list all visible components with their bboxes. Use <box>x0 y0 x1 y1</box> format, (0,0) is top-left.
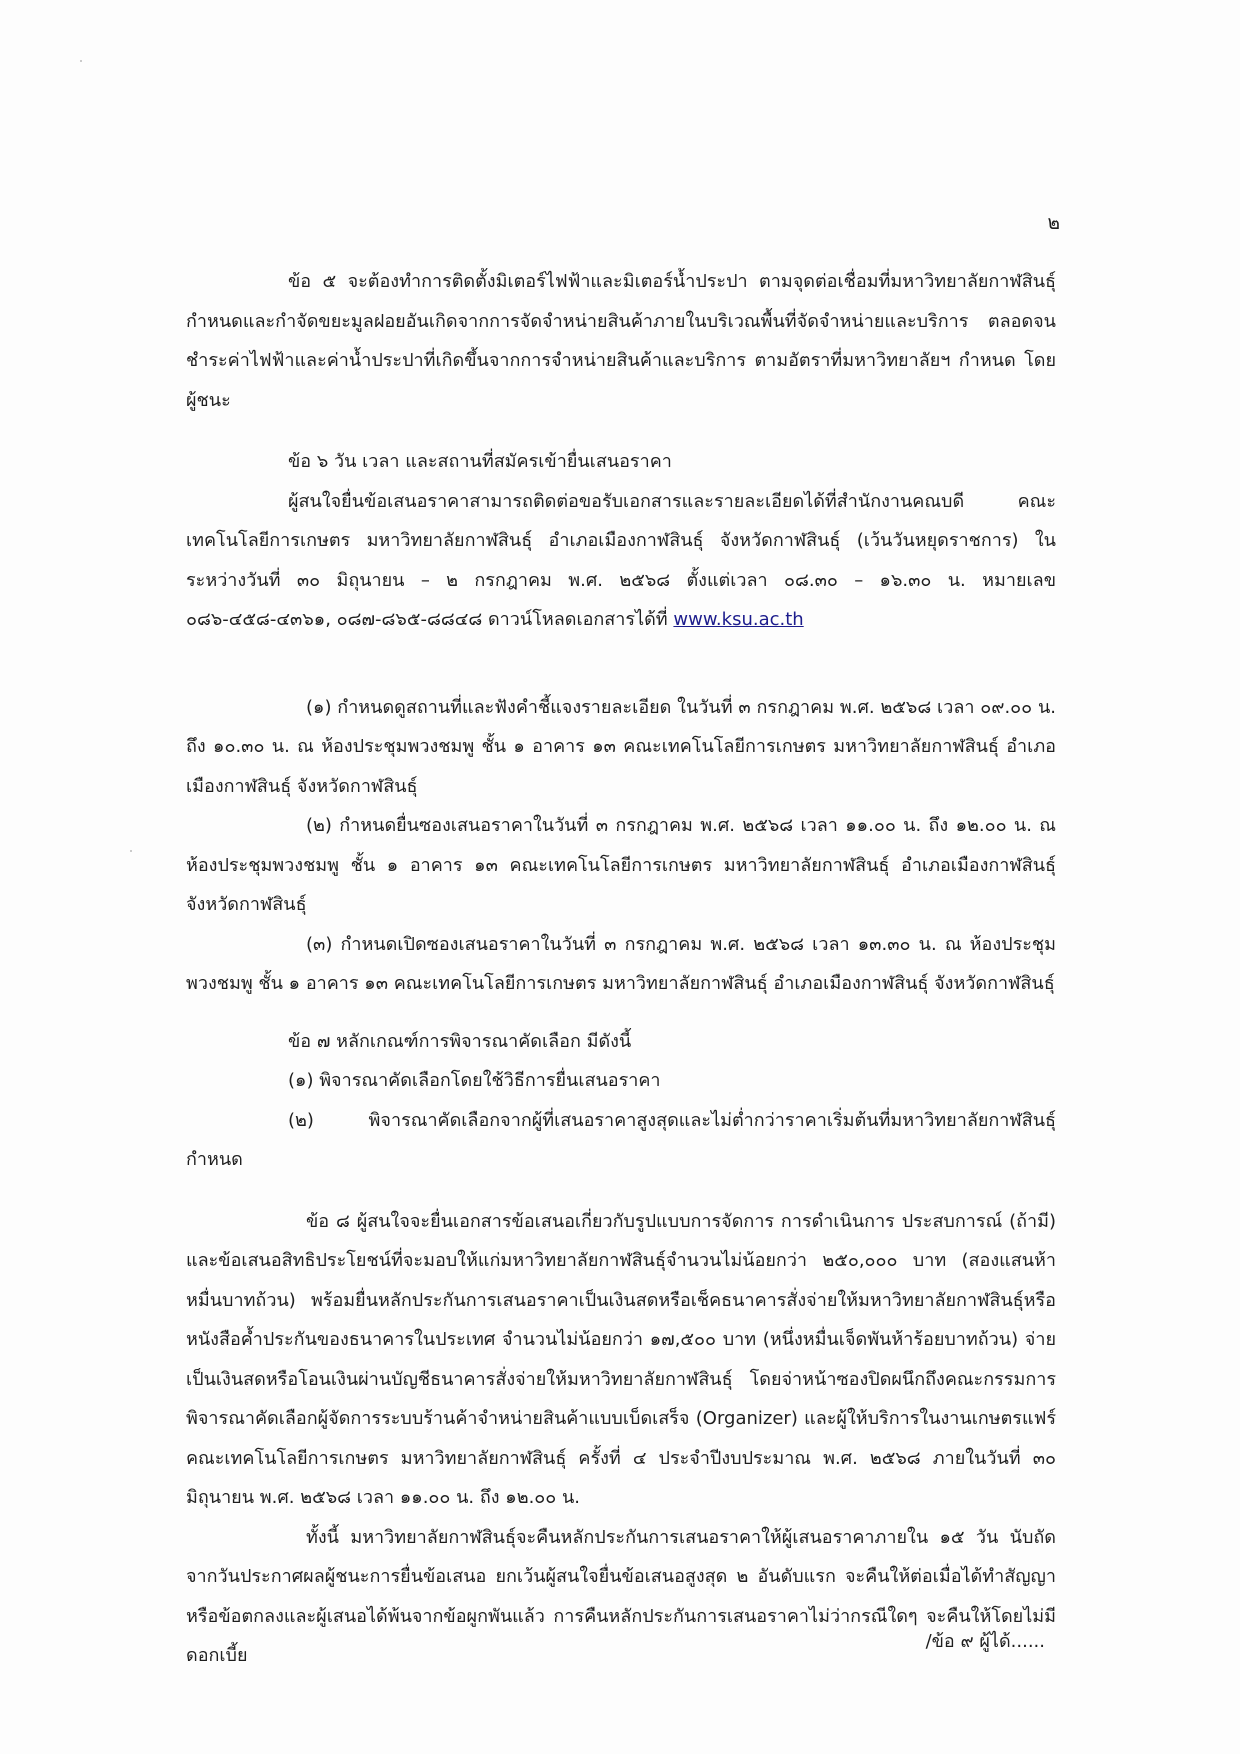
scan-speck <box>130 850 132 852</box>
clause-7-item-2: (๒) พิจารณาคัดเลือกจากผู้ที่เสนอราคาสูงสุดและไม่ต่ำกว่าราคาเริ่มต้นที่มหาวิทยาลัยกาฬสินธุ์กำหนด <box>186 1109 1056 1170</box>
clause-7-item-1: (๑) พิจารณาคัดเลือกโดยใช้วิธีการยื่นเสนอราคา <box>288 1070 661 1091</box>
scan-speck <box>80 60 82 62</box>
document-body <box>186 262 1056 1676</box>
schedule-item-2: (๒) กำหนดยื่นซองเสนอราคาในวันที่ ๓ กรกฎาคม พ.ศ. ๒๕๖๘ เวลา ๑๑.๐๐ น. ถึง ๑๒.๐๐ น. ณ ห้องประชุมพวงชมพู ชั้น ๑ อาคาร ๑๓ คณะเทคโนโลยีการเกษตร มหาวิทยาลัยกาฬสินธุ์ อำเภอเมืองกาฬสินธุ์ จังหวัดกาฬสินธุ์ <box>186 815 1056 915</box>
clause-8: ข้อ ๘ ผู้สนใจจะยื่นเอกสารข้อเสนอเกี่ยวกับรูปแบบการจัดการ การดำเนินการ ประสบการณ์ (ถ้ามี) และข้อเสนอสิทธิประโยชน์ที่จะมอบให้แก่มหาวิทยาลัยกาฬสินธุ์จำนวนไม่น้อยกว่า ๒๕๐,๐๐๐ บาท (สองแสนห้าหมื่นบาทถ้วน) พร้อมยื่นหลักประกันการเสนอราคาเป็นเงินสดหรือเช็คธนาคารสั่งจ่ายให้มหาวิทยาลัยกาฬสินธุ์หรือหนังสือค้ำประกันของธนาคารในประเทศ จำนวนไม่น้อยกว่า ๑๗,๕๐๐ บาท (หนึ่งหมื่นเจ็ดพันห้าร้อยบาทถ้วน) จ่ายเป็นเงินสดหรือโอนเงินผ่านบัญชีธนาคารสั่งจ่ายให้มหาวิทยาลัยกาฬสินธุ์ โดยจ่าหน้าซองปิดผนึกถึงคณะกรรมการพิจารณาคัดเลือกผู้จัดการระบบร้านค้าจำหน่ายสินค้าแบบเบ็ดเสร็จ (Organizer) และผู้ให้บริการในงานเกษตรแฟร์ คณะเทคโนโลยีการเกษตร มหาวิทยาลัยกาฬสินธุ์ ครั้งที่ ๔ ประจำปีงบประมาณ พ.ศ. ๒๕๖๘ ภายในวันที่ ๓๐ มิถุนายน พ.ศ. ๒๕๖๘ เวลา ๑๑.๐๐ น. ถึง ๑๒.๐๐ น. <box>186 1210 1056 1508</box>
page-number: ๒ <box>1047 212 1060 234</box>
clause-6-body-text: ผู้สนใจยื่นข้อเสนอราคาสามารถติดต่อขอรับเอกสารและรายละเอียดได้ที่สำนักงานคณบดี คณะเทคโนโลยีการเกษตร มหาวิทยาลัยกาฬสินธุ์ อำเภอเมืองกาฬสินธุ์ จังหวัดกาฬสินธุ์ (เว้นวันหยุดราชการ) ในระหว่างวันที่ ๓๐ มิถุนายน – ๒ กรกฎาคม พ.ศ. ๒๕๖๘ ตั้งแต่เวลา ๐๘.๓๐ – ๑๖.๓๐ น. หมายเลข ๐๘๖-๔๕๘-๔๓๖๑, ๐๘๗-๘๖๕-๘๘๔๘ ดาวน์โหลดเอกสารได้ที่ <box>186 490 1056 630</box>
clause-5: ข้อ ๕ จะต้องทำการติดตั้งมิเตอร์ไฟฟ้าและมิเตอร์น้ำประปา ตามจุดต่อเชื่อมที่มหาวิทยาลัยกาฬสินธุ์กำหนดและกำจัดขยะมูลฝอยอันเกิดจากการจัดจำหน่ายสินค้าภายในบริเวณพื้นที่จัดจำหน่ายและบริการ ตลอดจนชำระค่าไฟฟ้าและค่าน้ำประปาที่เกิดขึ้นจากการจำหน่ายสินค้าและบริการ ตามอัตราที่มหาวิทยาลัยฯ กำหนด โดยผู้ชนะ <box>186 271 1056 411</box>
continuation-marker: /ข้อ ๙ ผู้ได้...... <box>925 1631 1045 1652</box>
schedule-item-1: (๑) กำหนดดูสถานที่และฟังคำชี้แจงรายละเอียด ในวันที่ ๓ กรกฎาคม พ.ศ. ๒๕๖๘ เวลา ๐๙.๐๐ น. ถึง ๑๐.๓๐ น. ณ ห้องประชุมพวงชมพู ชั้น ๑ อาคาร ๑๓ คณะเทคโนโลยีการเกษตร มหาวิทยาลัยกาฬสินธุ์ อำเภอเมืองกาฬสินธุ์ จังหวัดกาฬสินธุ์ <box>186 696 1056 797</box>
schedule-item-3: (๓) กำหนดเปิดซองเสนอราคาในวันที่ ๓ กรกฎาคม พ.ศ. ๒๕๖๘ เวลา ๑๓.๓๐ น. ณ ห้องประชุมพวงชมพู ชั้น ๑ อาคาร ๑๓ คณะเทคโนโลยีการเกษตร มหาวิทยาลัยกาฬสินธุ์ อำเภอเมืองกาฬสินธุ์ จังหวัดกาฬสินธุ์ <box>186 933 1056 994</box>
clause-6-body <box>186 482 1056 640</box>
clause-7-heading: ข้อ ๗ หลักเกณฑ์การพิจารณาคัดเลือก มีดังนี้ <box>288 1030 632 1052</box>
website-link[interactable]: www.ksu.ac.th <box>673 609 804 630</box>
clause-6-heading: ข้อ ๖ วัน เวลา และสถานที่สมัครเข้ายื่นเสนอราคา <box>288 451 672 472</box>
clause-8-refund: ทั้งนี้ มหาวิทยาลัยกาฬสินธุ์จะคืนหลักประกันการเสนอราคาให้ผู้เสนอราคาภายใน ๑๕ วัน นับถัดจากวันประกาศผลผู้ชนะการยื่นข้อเสนอ ยกเว้นผู้สนใจยื่นข้อเสนอสูงสุด ๒ อันดับแรก จะคืนให้ต่อเมื่อได้ทำสัญญาหรือข้อตกลงและผู้เสนอได้พ้นจากข้อผูกพันแล้ว การคืนหลักประกันการเสนอราคาไม่ว่ากรณีใดๆ จะคืนให้โดยไม่มีดอกเบี้ย <box>186 1526 1056 1666</box>
